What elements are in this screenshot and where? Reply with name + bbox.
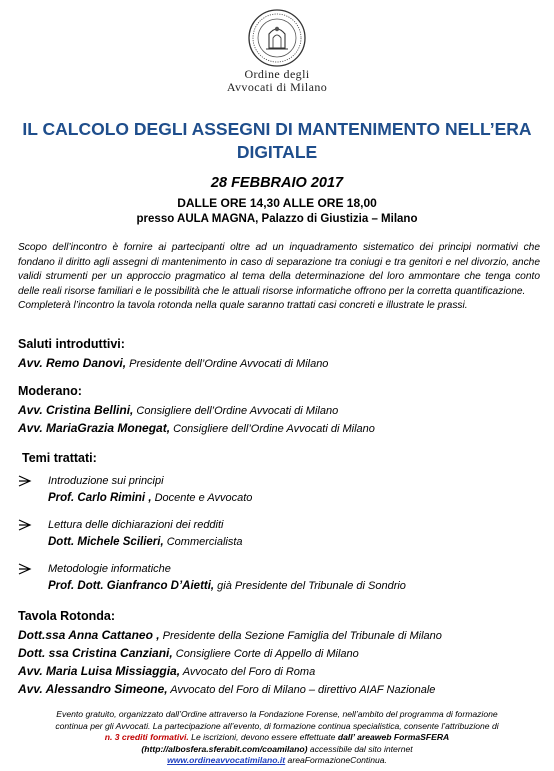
temi-heading: Temi trattati: <box>22 451 97 465</box>
speaker-role: Docente e Avvocato <box>151 492 253 504</box>
speaker-name: Prof. Dott. Gianfranco D’Aietti, <box>48 580 215 592</box>
footer-line5 <box>12 755 542 767</box>
footer-line2: continua per gli Avvocati. La partecipazione all’evento, di formazione continua specialistica, consente l’attribuzione di <box>55 720 499 731</box>
intro-text <box>18 241 540 314</box>
footer-line4-text: accessibile dal sito internet <box>307 743 413 754</box>
speaker-name: Avv. Maria Luisa Missiaggia, <box>18 664 181 678</box>
event-hours: DALLE ORE 14,30 ALLE ORE 18,00 <box>177 196 377 210</box>
topic-speaker <box>48 536 243 548</box>
tavola-item <box>18 628 442 642</box>
tavola-item <box>18 682 435 696</box>
saluti-heading: Saluti introduttivi: <box>18 337 125 351</box>
topic-title: Introduzione sui principi <box>48 475 164 487</box>
saluti-item <box>18 356 328 370</box>
speaker-role: Consigliere Corte di Appello di Milano <box>172 648 359 660</box>
speaker-role: Consigliere dell’Ordine Avvocati di Milano <box>133 405 339 417</box>
tavola-heading: Tavola Rotonda: <box>18 609 115 623</box>
event-date: 28 FEBBRAIO 2017 <box>210 175 344 191</box>
moderano-heading: Moderano: <box>18 384 82 398</box>
moderano-item <box>18 421 375 435</box>
event-place: presso AULA MAGNA, Palazzo di Giustizia – Milano <box>136 213 418 225</box>
speaker-name: Prof. Carlo Rimini , <box>48 492 152 504</box>
speaker-role: Avvocato del Foro di Milano – direttivo AIAF Nazionale <box>167 684 436 696</box>
speaker-role: Presidente della Sezione Famiglia del Tribunale di Milano <box>159 630 442 642</box>
speaker-name: Dott.ssa Anna Cattaneo , <box>18 628 160 642</box>
tavola-item <box>18 664 315 678</box>
speaker-role: Consigliere dell’Ordine Avvocati di Milano <box>170 423 375 435</box>
albosfera-link[interactable]: (http://albosfera.sferabit.com/coamilano) <box>141 743 308 754</box>
footer-line4 <box>12 744 542 756</box>
event-title <box>16 118 538 164</box>
order-seal-logo-icon <box>247 8 307 68</box>
arrow-bullet-icon <box>18 475 32 487</box>
speaker-name: Avv. MariaGrazia Monegat, <box>18 421 171 435</box>
speaker-role: già Presidente del Tribunale di Sondrio <box>214 580 406 592</box>
topic-speaker <box>48 492 252 504</box>
footer-note <box>12 709 542 767</box>
speaker-name: Dott. ssa Cristina Canziani, <box>18 646 173 660</box>
speaker-role: Avvocato del Foro di Roma <box>180 666 316 678</box>
org-name-line1: Ordine degli <box>244 67 310 81</box>
speaker-name: Dott. Michele Scilieri, <box>48 536 164 548</box>
speaker-name: Avv. Alessandro Simeone, <box>18 682 168 696</box>
title-line1: IL CALCOLO DEGLI ASSEGNI DI MANTENIMENTO NELL’ERA <box>22 119 532 139</box>
title-line2: DIGITALE <box>236 142 318 162</box>
ordine-website-link[interactable]: www.ordineavvocatimilano.it <box>167 755 286 766</box>
speaker-role: Presidente dell’Ordine Avvocati di Milano <box>126 358 329 370</box>
credits-text: n. 3 crediti formativi. <box>104 732 189 743</box>
speaker-role: Commercialista <box>163 536 243 548</box>
topic-speaker <box>48 580 406 592</box>
footer-line3-text: Le iscrizioni, devono essere effettuate <box>188 732 336 743</box>
moderano-item <box>18 403 338 417</box>
speaker-name: Avv. Cristina Bellini, <box>18 403 134 417</box>
topic-title: Metodologie informatiche <box>48 563 171 575</box>
footer-line3-platform: dall’ areaweb FormaSFERA <box>335 732 450 743</box>
footer-line3 <box>12 732 542 744</box>
footer-line5-text: areaFormazioneContinua. <box>285 755 387 766</box>
org-name-line2: Avvocati di Milano <box>226 80 328 94</box>
tavola-item <box>18 646 359 660</box>
intro-paragraph-1: Scopo dell’incontro è fornire ai partecipanti oltre ad un inquadramento sistematico dei principi normativi che fondano il diritto agli assegni di mantenimento in caso di separazione tra coniugi e tra genitori e nel divorzio, anche validi strumenti per un approccio pragmatico al tema della determinazione del loro ammontare che tenga conto delle reali risorse familiari e le possibilità che le attuali risorse informatiche offrono per la corretta quantificazione. <box>18 242 540 297</box>
intro-paragraph-2: Completerà l’incontro la tavola rotonda nella quale saranno trattati casi concreti e illustrate le prassi. <box>18 300 468 312</box>
topic-title: Lettura delle dichiarazioni dei redditi <box>48 519 224 531</box>
header-logo-block <box>0 8 554 94</box>
footer-line1: Evento gratuito, organizzato dall’Ordine attraverso la Fondazione Forense, nell’ambito del programma di formazione <box>56 709 498 719</box>
arrow-bullet-icon <box>18 563 32 575</box>
speaker-name: Avv. Remo Danovi, <box>18 356 127 370</box>
arrow-bullet-icon <box>18 519 32 531</box>
